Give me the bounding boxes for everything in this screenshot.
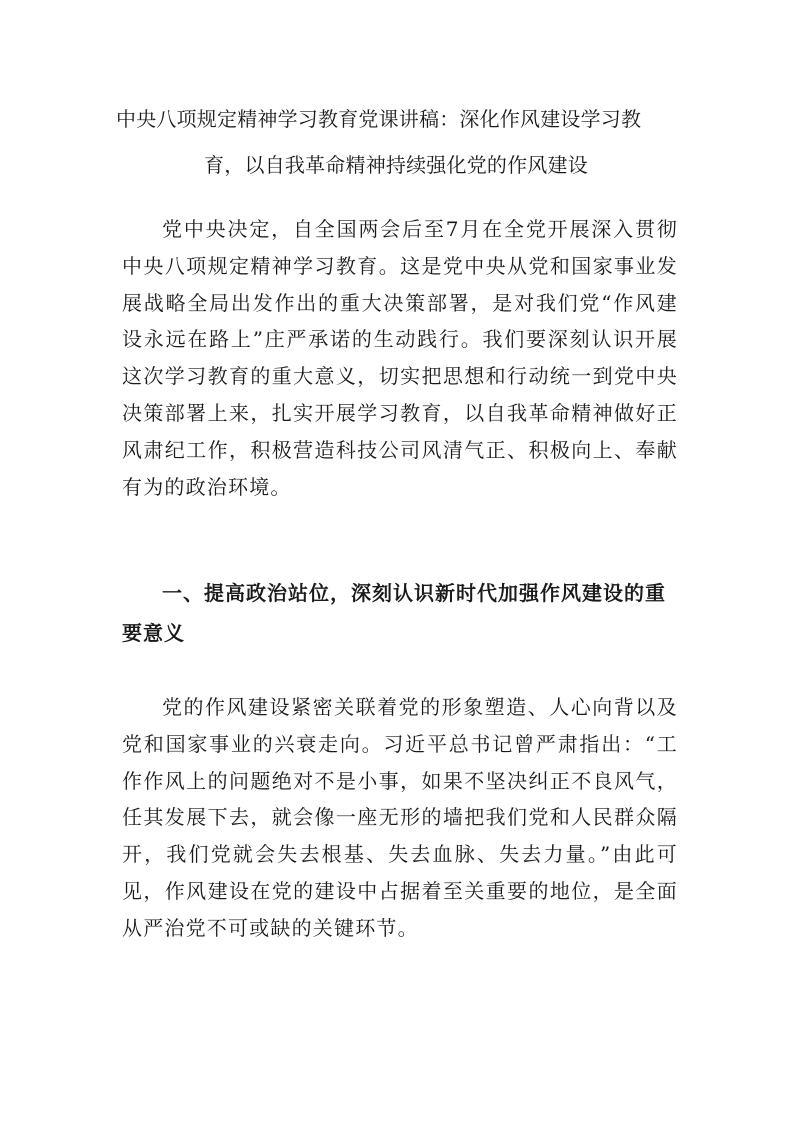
section-1-paragraph: 党的作风建设紧密关联着党的形象塑造、人心向背以及党和国家事业的兴衰走向。习近平总书记曾严肃指出：“工作作风上的问题绝对不是小事，如果不坚决纠正不良风气，任其发展下去，就会像一座无形的墙把我们党和人民群众隔开，我们党就会失去根基、失去血脉、失去力量。”由此可见，作风建设在党的建设中占据着至关重要的地位，是全面从严治党不可或缺的关键环节。 (122, 695, 678, 940)
title-line-1: 中央八项规定精神学习教育党课讲稿：深化作风建设学习教 (116, 107, 642, 131)
intro-paragraph: 党中央决定，自全国两会后至7月在全党开展深入贯彻中央八项规定精神学习教育。这是党中央从党和国家事业发展战略全局出发作出的重大决策部署，是对我们党“作风建设永远在路上”庄严承诺的生动践行。我们要深刻认识开展这次学习教育的重大意义，切实把思想和行动统一到党中央决策部署上来，扎实开展学习教育，以自我革命精神做好正风肃纪工作，积极营造科技公司风清气正、积极向上、奉献有为的政治环境。 (122, 217, 678, 499)
document-title (116, 96, 676, 188)
section-heading-1: 一、提高政治站位，深刻认识新时代加强作风建设的重要意义 (122, 581, 666, 645)
title-line-2: 育，以自我革命精神持续强化党的作风建设 (204, 153, 588, 177)
